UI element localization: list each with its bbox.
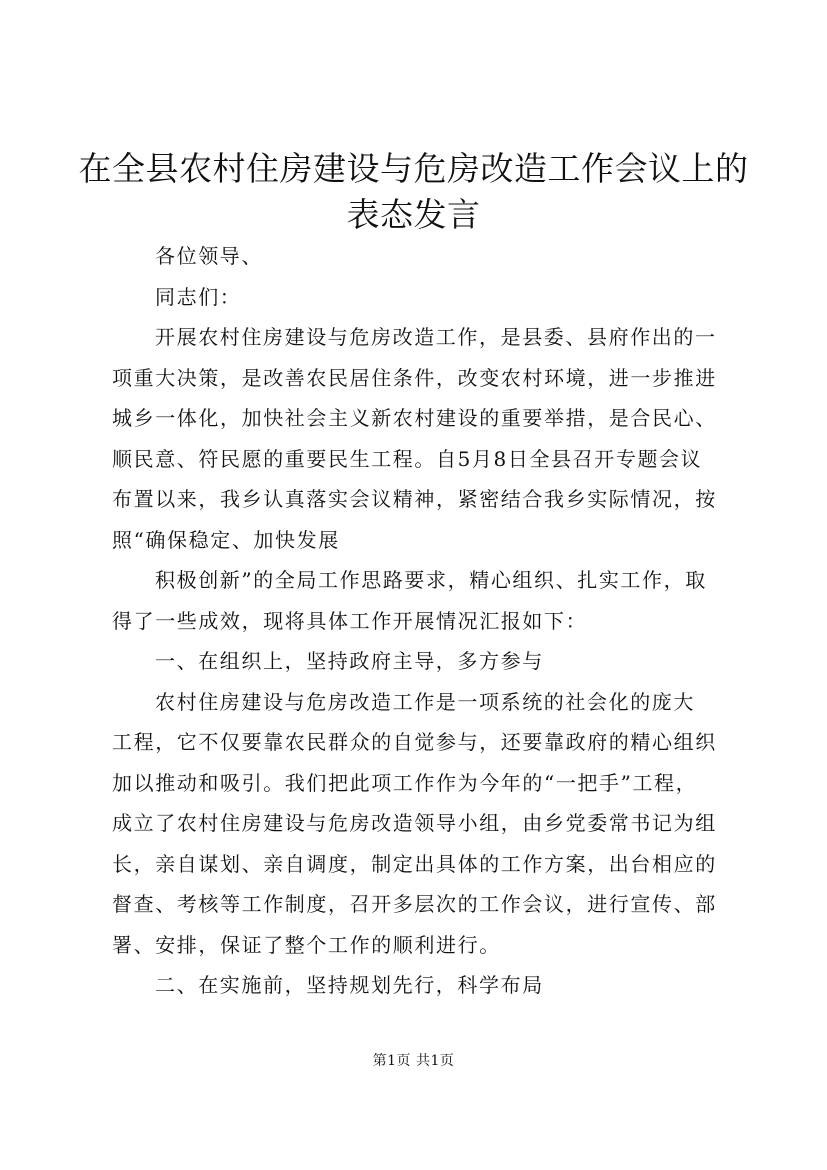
paragraph-line: 项重大决策，是改善农民居住条件，改变农村环境，进一步推进 [112, 365, 717, 390]
title-line-2: 表态发言 [346, 195, 481, 234]
document-title [0, 146, 827, 238]
title-line-1: 在全县农村住房建设与危房改造工作会议上的 [78, 149, 749, 188]
paragraph-line: 长，亲自谋划、亲自调度，制定出具体的工作方案，出台相应的 [112, 851, 717, 876]
paragraph-line: 督查、考核等工作制度，召开多层次的工作会议，进行宣传、部 [112, 892, 717, 916]
section-heading: 二、在实施前，坚持规划先行，科学布局 [155, 973, 544, 997]
paragraph-line: 顺民意、符民愿的重要民生工程。自5月8日全县召开专题会议 [112, 446, 703, 471]
paragraph-line: 得了一些成效，现将具体工作开展情况汇报如下： [112, 608, 588, 633]
document-body [112, 236, 724, 1006]
paragraph-line: 布置以来，我乡认真落实会议精神，紧密结合我乡实际情况，按 [112, 487, 717, 511]
page-footer: 第1页 共1页 [372, 1053, 455, 1069]
paragraph-line: 署、安排，保证了整个工作的顺利进行。 [112, 932, 501, 957]
paragraph-line: 开展农村住房建设与危房改造工作，是县委、县府作出的一 [155, 325, 717, 349]
salutation-line: 各位领导、 [155, 244, 263, 268]
paragraph-line: 城乡一体化，加快社会主义新农村建设的重要举措，是合民心、 [112, 406, 717, 430]
paragraph-line: 农村住房建设与危房改造工作是一项系统的社会化的庞大 [155, 689, 695, 714]
paragraph-line: 加以推动和吸引。我们把此项工作作为今年的“一把手”工程， [112, 770, 698, 795]
paragraph-line: 工程，它不仅要靠农民群众的自觉参与，还要靠政府的精心组织 [112, 730, 717, 754]
paragraph-line: 积极创新”的全局工作思路要求，精心组织、扎实工作，取 [155, 568, 707, 592]
paragraph-line: 成立了农村住房建设与危房改造领导小组，由乡党委常书记为组 [112, 811, 717, 835]
paragraph-line: 照“确保稳定、加快发展 [112, 527, 340, 552]
section-heading: 一、在组织上，坚持政府主导，多方参与 [155, 649, 544, 673]
salutation-line: 同志们： [155, 284, 242, 309]
